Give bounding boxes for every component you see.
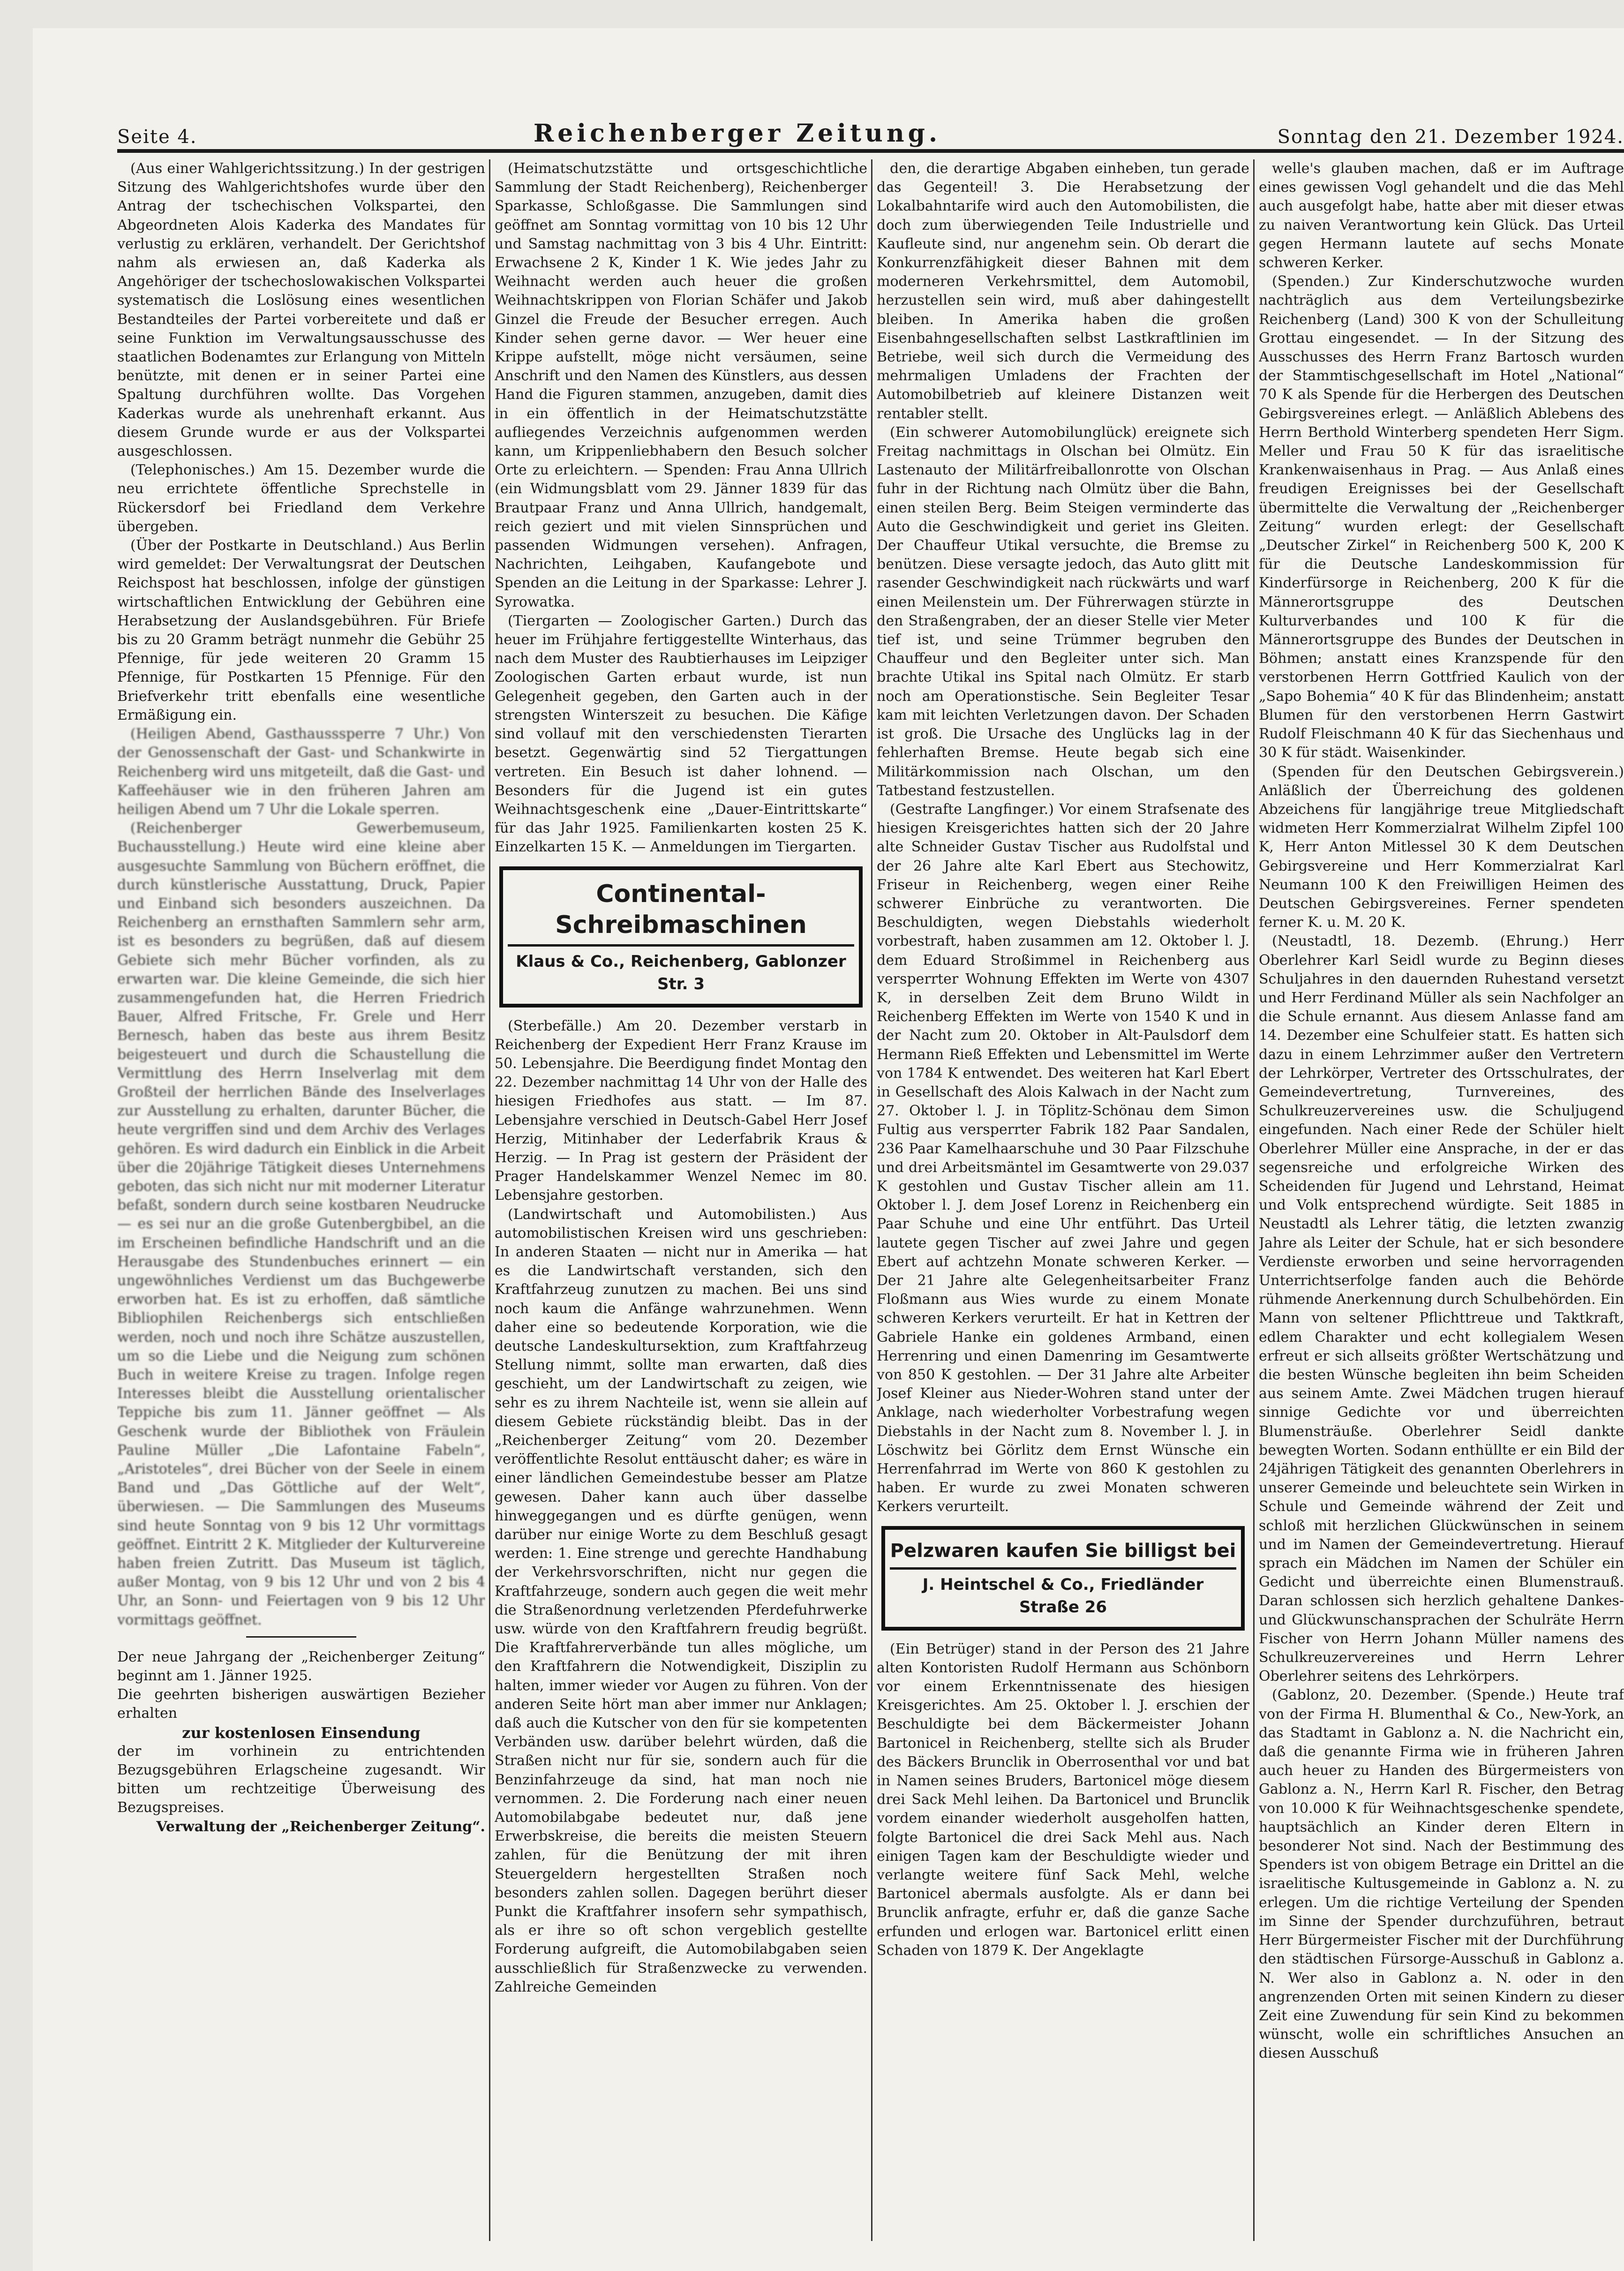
- column-3: [877, 159, 1249, 2241]
- article-text: (Reichenberger Gewerbemuseum, Buchausstellung.) Heute wird eine kleine aber ausgesuchte Sammlung von Büchern eröffnet, die durch künstlerische Ausstattung, Druck, Papier und Einband sich besonders auszeichnen. Da Reichenberg an ernsthaften Sammlern sehr arm, ist es besonders zu begrüßen, daß auf diesem Gebiete sich mehr Bücher vorfinden, als zu erwarten war. Die kleine Gemeinde, die sich hier zusammengefunden hat, die Herren Friedrich Bauer, Alfred Fritsche, Fr. Grele und Herr Bernesch, haben das beste aus ihrem Besitz beigesteuert und durch die Schaustellung die Vermittlung des Herrn Inselverlag mit dem Großteil der herrlichen Bände des Inselverlages zur Ausstellung zu erhalten, darunter Bücher, die heute vergriffen sind und dem Archiv des Verlages gehören. Es wird dadurch ein Einblick in die Arbeit über die 20jährige Tätigkeit dieses Unternehmens geboten, das sich nicht nur mit moderner Literatur befaßt, sondern durch seine kostbaren Neudrucke — es sei nur an die große Gutenbergbibel, an die im Erscheinen befindliche Handschrift und an die Herausgabe des Stundenbuches erinnert — ein ungewöhnliches Verdienst um das Buchgewerbe erworben hat. Es ist zu erhoffen, daß sämtliche Bibliophilen Reichenbergs sich entschließen werden, noch und noch ihre Schätze auszustellen, um so die Liebe und die Neigung zum schönen Buch in weitere Kreise zu tragen. Infolge regen Interesses bleibt die Ausstellung orientalischer Teppiche bis zum 11. Jänner geöffnet — Als Geschenk wurde der Bibliothek von Fräulein Pauline Müller „Die Lafontaine Fabeln“, „Aristoteles“, drei Bücher von der Seele in einem Band und „Das Göttliche auf der Welt“, überwiesen. — Die Sammlungen des Museums sind heute Sonntag von 9 bis 12 Uhr vormittags geöffnet. Eintritt 2 K. Mitglieder der Kulturvereine haben freien Zutritt. Das Museum ist täglich, außer Montag, von 9 bis 12 Uhr und von 2 bis 4 Uhr, an Sonn- und Feiertagen von 9 bis 12 Uhr vormittags geöffnet.: [117, 820, 485, 1628]
- article: [495, 1205, 867, 1997]
- article: [117, 159, 485, 461]
- article: [117, 536, 485, 725]
- article-text: welle's glauben machen, daß er im Auftrage eines gewissen Vogl gehandelt und die das Mehl auch ausgefolgt habe, hatte aber mit dieser etwas zu naiven Verantwortung kein Glück. Das Urteil gegen Hermann lautete auf sechs Monate schweren Kerker.: [1259, 160, 1624, 271]
- notice-signature: Verwaltung der „Reichenberger Zeitung“.: [156, 1818, 485, 1835]
- article-text: (Spenden.) Zur Kinderschutzwoche wurden nachträglich aus dem Verteilungsbezirke Reichenberg (Land) 300 K von der Schulleitung Grottau eingesendet. — In der Sitzung des Ausschusses des Herrn Franz Bartosch wurden der Stammtischgesellschaft im Hotel „National“ 70 K als Spende für die Herbergen des Deutschen Gebirgsvereines erlegt. — Anläßlich Ablebens des Herrn Berthold Winterberg spendeten Herr Sigm. Meller und Frau 50 K für das israelitische Krankenwaisenhaus in Prag. — Aus Anlaß eines freudigen Ereignisses bei der Gesellschaft übermittelte die Verwaltung der „Reichenberger Zeitung“ wurden erlegt: der Gesellschaft „Deutscher Zirkel“ in Reichenberg 500 K, 200 K für die Deutsche Landeskommission für Kinderfürsorge in Reichenberg, 200 K für die Männerortsgruppe des Deutschen Kulturverbandes und 100 K für die Männerortsgruppe des Bundes der Deutschen in Böhmen; anstatt eines Kranzspende für den verstorbenen Herrn Gottfried Kaulich von der „Sapo Bohemia“ 40 K für das Blindenheim; anstatt Blumen für den verstorbenen Herrn Gastwirt Rudolf Fleischmann 40 K für das Siechenhaus und 30 K für städt. Waisenkinder.: [1259, 273, 1624, 761]
- article-text: (Gestrafte Langfinger.) Vor einem Strafsenate des hiesigen Kreisgerichtes hatten sich der 20 Jahre alte Schneider Gustav Tischer aus Rudolfstal und der 26 Jahre alte Karl Ebert aus Stechowitz, Friseur in Reichenberg, wegen einer Reihe schwerer Einbrüche zu verantworten. Die Beschuldigten, wegen Diebstahls wiederholt vorbestraft, haben zusammen am 12. Oktober l. J. dem Eduard Stroßimmel in Reichenberg aus versperrter Wohnung Effekten im Werte von 4307 K, in derselben Zeit dem Bruno Wildt in Reichenberg Effekten im Werte von 1540 K und in der Nacht zum 20. Oktober in Alt-Paulsdorf dem Hermann Rieß Effekten und Lebensmittel im Werte von 1784 K entwendet. Des weiteren hat Karl Ebert in Gesellschaft des Alois Kalwach in der Nacht zum 27. Oktober l. J. in Töplitz-Schönau dem Simon Fultig aus versperrter Fabrik 182 Paar Sandalen, 236 Paar Kamelhaarschuhe und 30 Paar Filzschuhe und drei Arbeitsmäntel im Gesamtwerte von 29.037 K gestohlen und Gustav Tischer allein am 11. Oktober l. J. dem Josef Lorenz in Reichenberg ein Paar Schuhe und eine Uhr entführt. Das Urteil lautete gegen Tischer auf zwei Jahre und gegen Ebert auf achtzehn Monate schweren Kerker. — Der 21 Jahre alte Gelegenheitsarbeiter Franz Floßmann aus Wies wurde zu einem Monate schweren Kerkers verurteilt. Er hat in Kettren der Gabriele Hanke ein goldenes Armband, einen Herrenring und einen Damenring im Gesamtwerte von 850 K gestohlen. — Der 31 Jahre alte Arbeiter Josef Kleiner aus Nieder-Wohren stand unter der Anklage, nach wiederholter Vorbestrafung wegen Diebstahls in der Nacht zum 8. November l. J. in Löschwitz bei Görlitz dem Ernst Wünsche ein Herrenfahrrad im Werte von 860 K gestohlen zu haben. Er wurde zu zwei Monaten schweren Kerkers verurteilt.: [877, 801, 1249, 1515]
- article-text: (Neustadtl, 18. Dezemb. (Ehrung.) Herr Oberlehrer Karl Seidl wurde zu Beginn dieses Schuljahres in den dauernden Ruhestand versetzt und Herr Ferdinand Müller als sein Nachfolger an die Schule ernannt. Aus diesem Anlasse fand am 14. Dezember eine Schulfeier statt. Es hatten sich dazu in einem Lehrzimmer außer den Vertretern der Lehrkörper, Vertreter des Ortsschulrates, der Gemeindevertretung, Turnvereines, des Schulkreuzervereines usw. die Schuljugend eingefunden. Nach einer Rede der Schüler hielt Oberlehrer Müller eine Ansprache, in der er das segensreiche und erfolgreiche Wirken des Scheidenden für Jugend und Lehrstand, Heimat und Volk entsprechend würdigte. Seit 1885 in Neustadtl als Lehrer tätig, die letzten zwanzig Jahre als Leiter der Schule, hat er sich besondere Verdienste erworben und seine hervorragenden Unterrichtserfolge fanden auch die Behörde rühmende Anerkennung durch Schulbehörden. Ein Mann von seltener Pflichttreue und Taktkraft, edlem Charakter und echt kollegialem Wesen erfreut er sich allseits größter Wertschätzung und die besten Wünsche begleiten ihn beim Scheiden aus seinem Amte. Zwei Mädchen trugen hierauf sinnige Gedichte vor und überreichten Blumensträuße. Oberlehrer Seidl dankte bewegten Worten. Sodann enthüllte er ein Bild der 24jährigen Tätigkeit des genannten Oberlehrers in unserer Gemeinde und beleuchtete sein Wirken in Schule und Gemeinde während der Zeit und schloß mit herzlichen Glückwünschen in seinem und im Namen der Gemeindevertretung. Hierauf sprach ein Mädchen im Namen der Schüler ein Gedicht und überreichte einen Blumenstrauß. Daran schlossen sich herzlich gehaltene Dankes- und Glückwunschansprachen der Schulräte Herrn Fischer von Herrn Johann Müller namens des Schulkreuzervereines und Herrn Lehrer Oberlehrer seitens des Lehrkörpers.: [1259, 933, 1624, 1685]
- notice-text: Die geehrten bisherigen auswärtigen Bezieher erhalten: [117, 1686, 485, 1722]
- article: [1259, 272, 1624, 762]
- page-header: [117, 115, 1624, 148]
- article-text: (Gablonz, 20. Dezember. (Spende.) Heute traf von der Firma H. Blumenthal & Co., New-York, an das Stadtamt in Gablonz a. N. die Nachricht ein, daß die genannte Firma wie in früheren Jahren auch heuer zu Handen des Bürgermeisters von Gablonz a. N., Herrn Karl R. Fischer, den Betrag von 10.000 K für Weihnachtsgeschenke spendete, hauptsächlich an Kinder deren Eltern in besonderer Not sind. Nach der Bestimmung des Spenders ist von obigem Betrage ein Drittel an die israelitische Kultusgemeinde in Gablonz a. N. zu erlegen. Um die richtige Verteilung der Spenden im Sinne der Spender durchzuführen, betraut Herr Bürgermeister Fischer mit der Durchführung den städtischen Fürsorge-Ausschuß in Gablonz a. N. Wer also in Gablonz a. N. oder in den angrenzenden Orten mit seinen Kindern zu dieser Zeit eine Zuwendung für sein Kind zu bekommen wünscht, wolle ein schriftliches Ansuchen an diesen Ausschuß: [1259, 1687, 1624, 2062]
- issue-date: Sonntag den 21. Dezember 1924.: [1277, 126, 1624, 148]
- article: [877, 423, 1249, 800]
- article-text: (Tiergarten — Zoologischer Garten.) Durch das heuer im Frühjahre fertiggestellte Winterhaus, das nach dem Muster des Raubtierhauses im Leipziger Zoologischen Garten erbaut wurde, ist nun Gelegenheit gegeben, den Garten auch in der strengsten Winterszeit zu besuchen. Die Käfige sind vollauf mit den verschiedensten Tierarten besetzt. Gegenwärtig sind 52 Tiergattungen vertreten. Ein Besuch ist daher lohnend. — Besonders für die Jugend ist ein gutes Weihnachtsgeschenk eine „Dauer-Eintrittskarte“ für das Jahr 1925. Familienkarten kosten 25 K. Einzelkarten 15 K. — Anmeldungen im Tiergarten.: [495, 612, 867, 856]
- article-text: (Heiligen Abend, Gasthausssperre 7 Uhr.) Von der Genossenschaft der Gast- und Schankwirte in Reichenberg wird uns mitgeteilt, daß die Gast- und Kaffeehäuser wie in den früheren Jahren am heiligen Abend um 7 Uhr die Lokale sperren.: [117, 726, 485, 818]
- column-4: [1259, 159, 1624, 2241]
- article-text: (Ein schwerer Automobilunglück) ereignete sich Freitag nachmittags in Olschan bei Olmütz. Ein Lastenauto der Militärfreiballonrotte von Olschan fuhr in der Richtung nach Olmütz über die Bahn, einen steilen Berg. Beim Steigen verminderte das Auto die Geschwindigkeit und geriet ins Gleiten. Der Chauffeur Utikal versuchte, die Bremse zu benützen. Diese versagte jedoch, das Auto glitt mit rasender Geschwindigkeit nach rückwärts und warf einen Meilenstein um. Der Führerwagen stürzte in den Straßengraben, der an dieser Stelle vier Meter tief ist, und seine Trümmer begruben den Chauffeur und den Begleiter unter sich. Man brachte Utikal ins Spital nach Olmütz. Er starb noch am Operationstische. Sein Begleiter Tesar kam mit leichten Verletzungen davon. Der Schaden ist groß. Die Ursache des Unglücks lag in der fehlerhaften Bremse. Heute begab sich eine Militärkommission nach Olschan, um den Tatbestand festzustellen.: [877, 424, 1249, 799]
- notice-text: Der neue Jahrgang der „Reichenberger Zeitung“ beginnt am 1. Jänner 1925.: [117, 1648, 485, 1684]
- advertisement-furs: [881, 1526, 1245, 1631]
- article: [1259, 932, 1624, 1686]
- article-text: (Über der Postkarte in Deutschland.) Aus Berlin wird gemeldet: Der Verwaltungsrat der Deutschen Reichspost hat beschlossen, infolge der günstigen wirtschaftlichen Entwicklung der Gebühren eine Herabsetzung der Auslandsgebühren. Für Briefe bis zu 20 Gramm beträgt nunmehr die Gebühr 25 Pfennige, für jede weiteren 20 Gramm 15 Pfennige, für Postkarten 15 Pfennige. Für den Briefverkehr tritt ebenfalls eine wesentliche Ermäßigung ein.: [117, 537, 485, 723]
- article-text: (Telephonisches.) Am 15. Dezember wurde die neu errichtete öffentliche Sprechstelle in Rückersdorf bei Friedland dem Verkehre übergeben.: [117, 462, 485, 535]
- article: [877, 1640, 1249, 1960]
- article: [877, 800, 1249, 1517]
- article: [1259, 159, 1624, 272]
- advertisement-typewriters: [499, 866, 863, 1008]
- column-2: [495, 159, 867, 2241]
- article: [877, 159, 1249, 423]
- ad-address: J. Heintschel & Co., Friedländer Straße 26: [922, 1575, 1204, 1617]
- subscription-notice: [117, 1648, 485, 1836]
- header-rule: [117, 149, 1624, 153]
- separator: [246, 1636, 357, 1638]
- ad-headline: Continental-Schreibmaschinen: [508, 879, 854, 947]
- column-divider: [1253, 159, 1255, 2241]
- article: [495, 1017, 867, 1205]
- notice-text: der im vorhinein zu entrichtenden Bezugsgebühren Erlagscheine zugesandt. Wir bitten um rechtzeitige Überweisung des Bezugspreises.: [117, 1743, 485, 1816]
- page-number: Seite 4.: [117, 126, 197, 148]
- article: [1259, 1686, 1624, 2063]
- notice-heading: zur kostenlosen Einsendung: [182, 1723, 421, 1742]
- article-text: (Landwirtschaft und Automobilisten.) Aus automobilistischen Kreisen wird uns geschrieben: In anderen Staaten — nicht nur in Amerika — hat es die Landwirtschaft verstanden, sich den Kraftfahrzeug zunutzen zu machen. Bei uns sind noch kaum die Anfänge wahrzunehmen. Wenn daher eine so bedeutende Korporation, wie die deutsche Landeskultursektion, zum Kraftfahrzeug Stellung nimmt, sollte man erwarten, daß dies geschieht, um der Landwirtschaft zu zeigen, wie sehr es zu ihrem Nachteile ist, wenn sie allein auf diesem Gebiete rückständig bleibt. Das in der „Reichenberger Zeitung“ vom 20. Dezember veröffentlichte Resolut enttäuscht daher; es wäre in einer ländlichen Gemeindestube besser am Platze gewesen. Daher kann auch über dasselbe hinweggegangen und es dürfte genügen, wenn darüber nur einige Worte zu dem Beschluß gesagt werden: 1. Eine strenge und gerechte Handhabung der Verkehrsvorschriften, nicht nur gegen die Kraftfahrzeuge, sondern auch gegen die weit mehr die Straßenordnung verletzenden Pferdefuhrwerke usw. würde von den Kraftfahrern freudig begrüßt. Die Kraftfahrerverbände tun alles mögliche, um den Kraftfahrern die Notwendigkeit, Disziplin zu halten, immer wieder vor Augen zu führen. Von der anderen Seite hört man aber immer nur Anklagen; daß auch die Kutscher von den für sie kompetenten Verbänden usw. darüber belehrt würden, daß die Straßen nicht nur für sie, sondern auch für die Benzinfahrzeuge da sind, hat man noch nie vernommen. 2. Die Forderung nach einer neuen Automobilabgabe bedeutet nur, daß jene Erwerbskreise, die bereits die meisten Steuern zahlen, für die Benützung der mit ihren Steuergeldern hergestellten Straßen noch besonders zahlen sollen. Dagegen berührt dieser Punkt die Kraftfahrer insofern sehr sympathisch, als er ihre so oft schon vergeblich gestellte Forderung aufgreift, die Automobilabgaben seien ausschließlich für Straßenzwecke zu verwenden. Zahlreiche Gemeinden: [495, 1206, 867, 1995]
- article: [495, 159, 867, 612]
- article: [117, 819, 485, 1630]
- article: [495, 612, 867, 857]
- ad-headline: Pelzwaren kaufen Sie billigst bei: [890, 1538, 1236, 1570]
- article: [1259, 763, 1624, 932]
- article-text: (Sterbefälle.) Am 20. Dezember verstarb in Reichenberg der Expedient Herr Franz Krause im 50. Lebensjahre. Die Beerdigung findet Montag den 22. Dezember nachmittag 14 Uhr von der Halle des hiesigen Friedhofes aus statt. — Im 87. Lebensjahre verschied in Deutsch-Gabel Herr Josef Herzig, Mitinhaber der Lederfabrik Kraus & Herzig. — In Prag ist gestern der Präsident der Prager Handelskammer Wenzel Nemec im 80. Lebensjahre gestorben.: [495, 1017, 867, 1204]
- column-divider: [871, 159, 872, 2241]
- column-1: [117, 159, 485, 2241]
- article-text: (Heimatschutzstätte und ortsgeschichtliche Sammlung der Stadt Reichenberg), Reichenberger Sparkasse, Schloßgasse. Die Sammlungen sind geöffnet am Sonntag vormittag von 10 bis 12 Uhr und Samstag nachmittag von 3 bis 4 Uhr. Eintritt: Erwachsene 2 K, Kinder 1 K. Wie jedes Jahr zu Weihnacht werden auch heuer die großen Weihnachtskrippen von Florian Schäfer und Jakob Ginzel die Freude der Besucher erregen. Auch Kinder sehen gerne davor. — Wer heuer eine Krippe aufstellt, möge nicht versäumen, seine Anschrift und den Namen des Künstlers, aus dessen Hand die Figuren stammen, anzugeben, damit dies in ein öffentlich in der Heimatschutzstätte aufliegendes Verzeichnis aufgenommen werden kann, um Krippenliebhabern den Besuch solcher Orte zu erleichtern. — Spenden: Frau Anna Ullrich (ein Widmungsblatt vom 29. Jänner 1839 für das Brautpaar Franz und Anna Ullrich, handgemalt, reich geziert und mit vielen Sinnsprüchen und passenden Widmungen versehen). Anfragen, Nachrichten, Leihgaben, Kaufangebote und Spenden an die Leitung in der Sparkasse: Lehrer J. Syrowatka.: [495, 160, 867, 610]
- ad-address: Klaus & Co., Reichenberg, Gablonzer Str. 3: [516, 952, 846, 993]
- article-text: (Ein Betrüger) stand in der Person des 21 Jahre alten Kontoristen Rudolf Hermann aus Schönborn vor einem Erkenntnissenate des hiesigen Kreisgerichtes. Am 25. Oktober l. J. erschien der Beschuldigte bei dem Bäckermeister Johann Bartonicel in Reichenberg, stellte sich als Bruder des Bäckers Brunclik in Oberrosenthal vor und bat in Namen seines Bruders, Bartonicel möge diesem drei Sack Mehl leihen. Da Bartonicel und Brunclik vordem einander wiederholt ausgeholfen hatten, folgte Bartonicel die drei Sack Mehl aus. Nach einigen Tagen kam der Beschuldigte wieder und verlangte weitere fünf Sack Mehl, welche Bartonicel abermals ausfolgte. Als er dann bei Brunclik anfragte, erfuhr er, daß die ganze Sache erfunden und erlogen war. Bartonicel erlitt einen Schaden von 1879 K. Der Angeklagte: [877, 1640, 1249, 1959]
- article-text: den, die derartige Abgaben einheben, tun gerade das Gegenteil! 3. Die Herabsetzung der Lokalbahntarife wird auch den Automobilisten, die doch zum überwiegenden Teile Industrielle und Kaufleute sind, nur angenehm sein. Ob derart die Konkurrenzfähigkeit dieser Bahnen mit dem moderneren Verkehrsmittel, dem Automobil, herzustellen sein wird, muß aber dahingestellt bleiben. In Amerika haben die großen Eisenbahngesellschaften selbst Lastkraftlinien im Betriebe, weil sich durch die Vermeidung des mehrmaligen Umladens der Frachten der Automobilbetrieb auf kleinere Distanzen weit rentabler stellt.: [877, 160, 1249, 422]
- newspaper-title: Reichenberger Zeitung.: [534, 119, 941, 148]
- article: [117, 461, 485, 536]
- article: [117, 725, 485, 819]
- article-text: (Spenden für den Deutschen Gebirgsverein.) Anläßlich der Überreichung des goldenen Abzeichens für langjährige treue Mitgliedschaft widmeten Herr Kommerzialrat Wilhelm Zipfel 100 K, Herr Anton Mitlessel 30 K dem Deutschen Gebirgsvereine und Herr Kommerzialrat Karl Neumann 100 K den Freiwilligen Heimen des Deutschen Gebirgsvereines. Ferner spendeten ferner K. u. M. 20 K.: [1259, 763, 1624, 931]
- article-text: (Aus einer Wahlgerichtssitzung.) In der gestrigen Sitzung des Wahlgerichtshofes wurde über den Antrag der tschechischen Volkspartei, den Abgeordneten Alois Kaderka des Mandates für verlustig zu erklären, verhandelt. Der Gerichtshof nahm als erwiesen an, daß Kaderka als Angehöriger der tschechoslowakischen Volkspartei systematisch die Loslösung eines wesentlichen Bestandteiles der Partei vorbereitete und daß er seine Funktion im Verwaltungsausschusse des staatlichen Bodenamtes zur Erlangung von Mitteln benützte, mit denen er in seiner Partei eine Spaltung durchführen wollte. Das Vorgehen Kaderkas wurde als unehrenhaft erkannt. Aus diesem Grunde wurde er aus der Volkspartei ausgeschlossen.: [117, 160, 485, 460]
- column-divider: [489, 159, 490, 2241]
